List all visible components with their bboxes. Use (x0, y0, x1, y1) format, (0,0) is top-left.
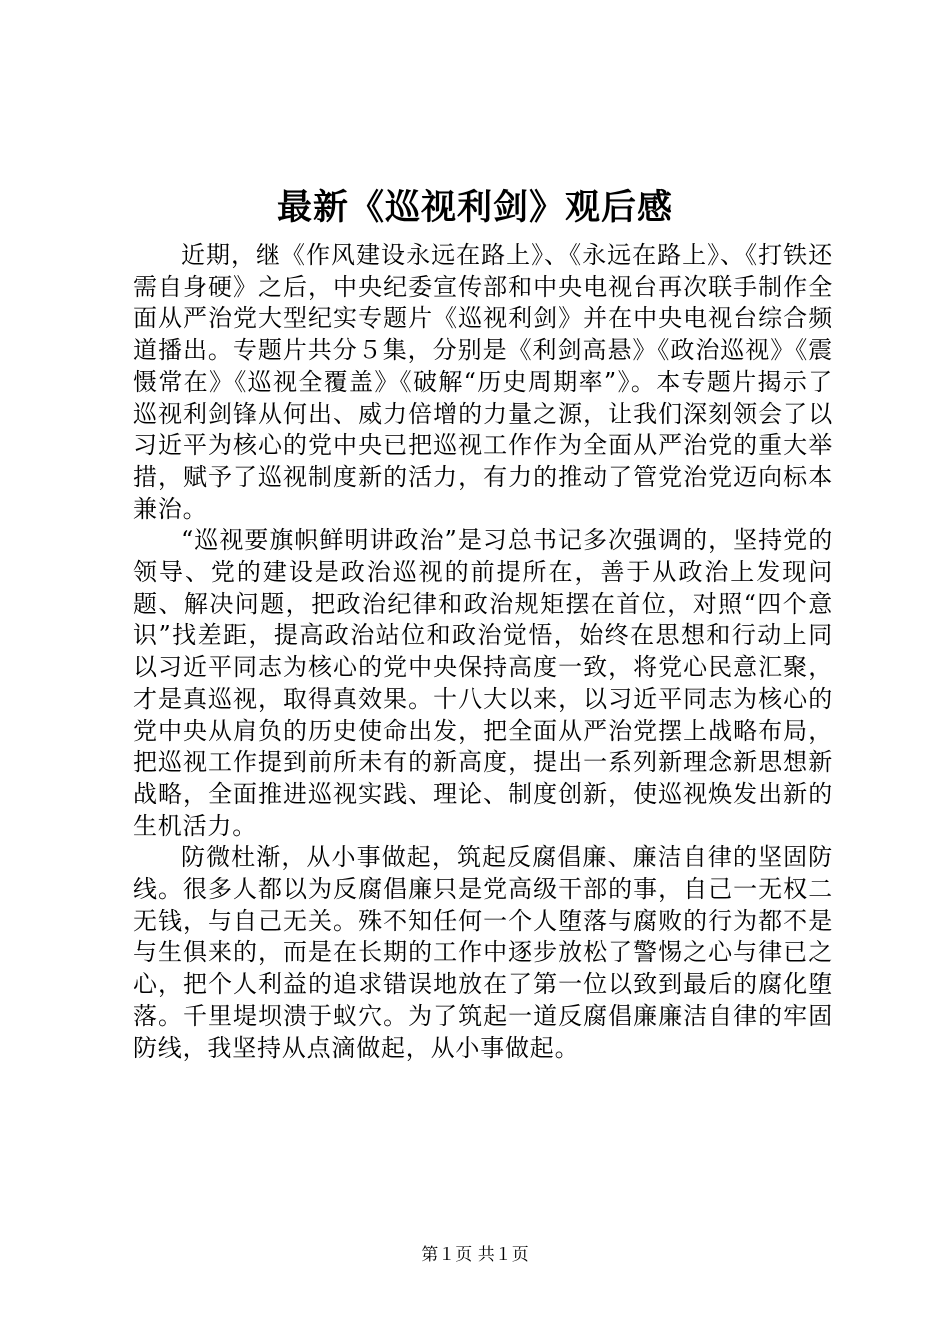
paragraph: 防微杜渐，从小事做起，筑起反腐倡廉、廉洁自律的坚固防线。很多人都以为反腐倡廉只是党高级干部的事，自己一无权二无钱，与自己无关。殊不知任何一个人堕落与腐败的行为都不是与生俱来的，而是在长期的工作中逐步放松了警惕之心与律已之心，把个人利益的追求错误地放在了第一位以致到最后的腐化堕落。千里堤坝溃于蚁穴。为了筑起一道反腐倡廉廉洁自律的牢固防线，我坚持从点滴做起，从小事做起。 (133, 843, 833, 1062)
page-footer: 第１页 共１页 (421, 1245, 529, 1265)
paragraph: 近期，继《作风建设永远在路上》、《永远在路上》、《打铁还需自身硬》之后，中央纪委宣传部和中央电视台再次联手制作全面从严治党大型纪实专题片《巡视利剑》并在中央电视台综合频道播出。专题片共分５集，分别是《利剑高悬》《政治巡视》《震慑常在》《巡视全覆盖》《破解“历史周期率”》。本专题片揭示了巡视利剑锋从何出、威力倍增的力量之源，让我们深刻领会了以习近平为核心的党中央已把巡视工作作为全面从严治党的重大举措，赋予了巡视制度新的活力，有力的推动了管党治党迈向标本兼治。 (133, 241, 833, 523)
document-body (133, 240, 833, 1064)
page-title: 最新《巡视利剑》观后感 (276, 187, 673, 228)
paragraph: “巡视要旗帜鲜明讲政治”是习总书记多次强调的，坚持党的领导、党的建设是政治巡视的前提所在，善于从政治上发现问题、解决问题，把政治纪律和政治规矩摆在首位，对照“四个意识”找差距，提高政治站位和政治觉悟，始终在思想和行动上同以习近平同志为核心的党中央保持高度一致，将党心民意汇聚，才是真巡视，取得真效果。十八大以来，以习近平同志为核心的党中央从肩负的历史使命出发，把全面从严治党摆上战略布局，把巡视工作提到前所未有的新高度，提出一系列新理念新思想新战略，全面推进巡视实践、理论、制度创新，使巡视焕发出新的生机活力。 (133, 526, 833, 840)
